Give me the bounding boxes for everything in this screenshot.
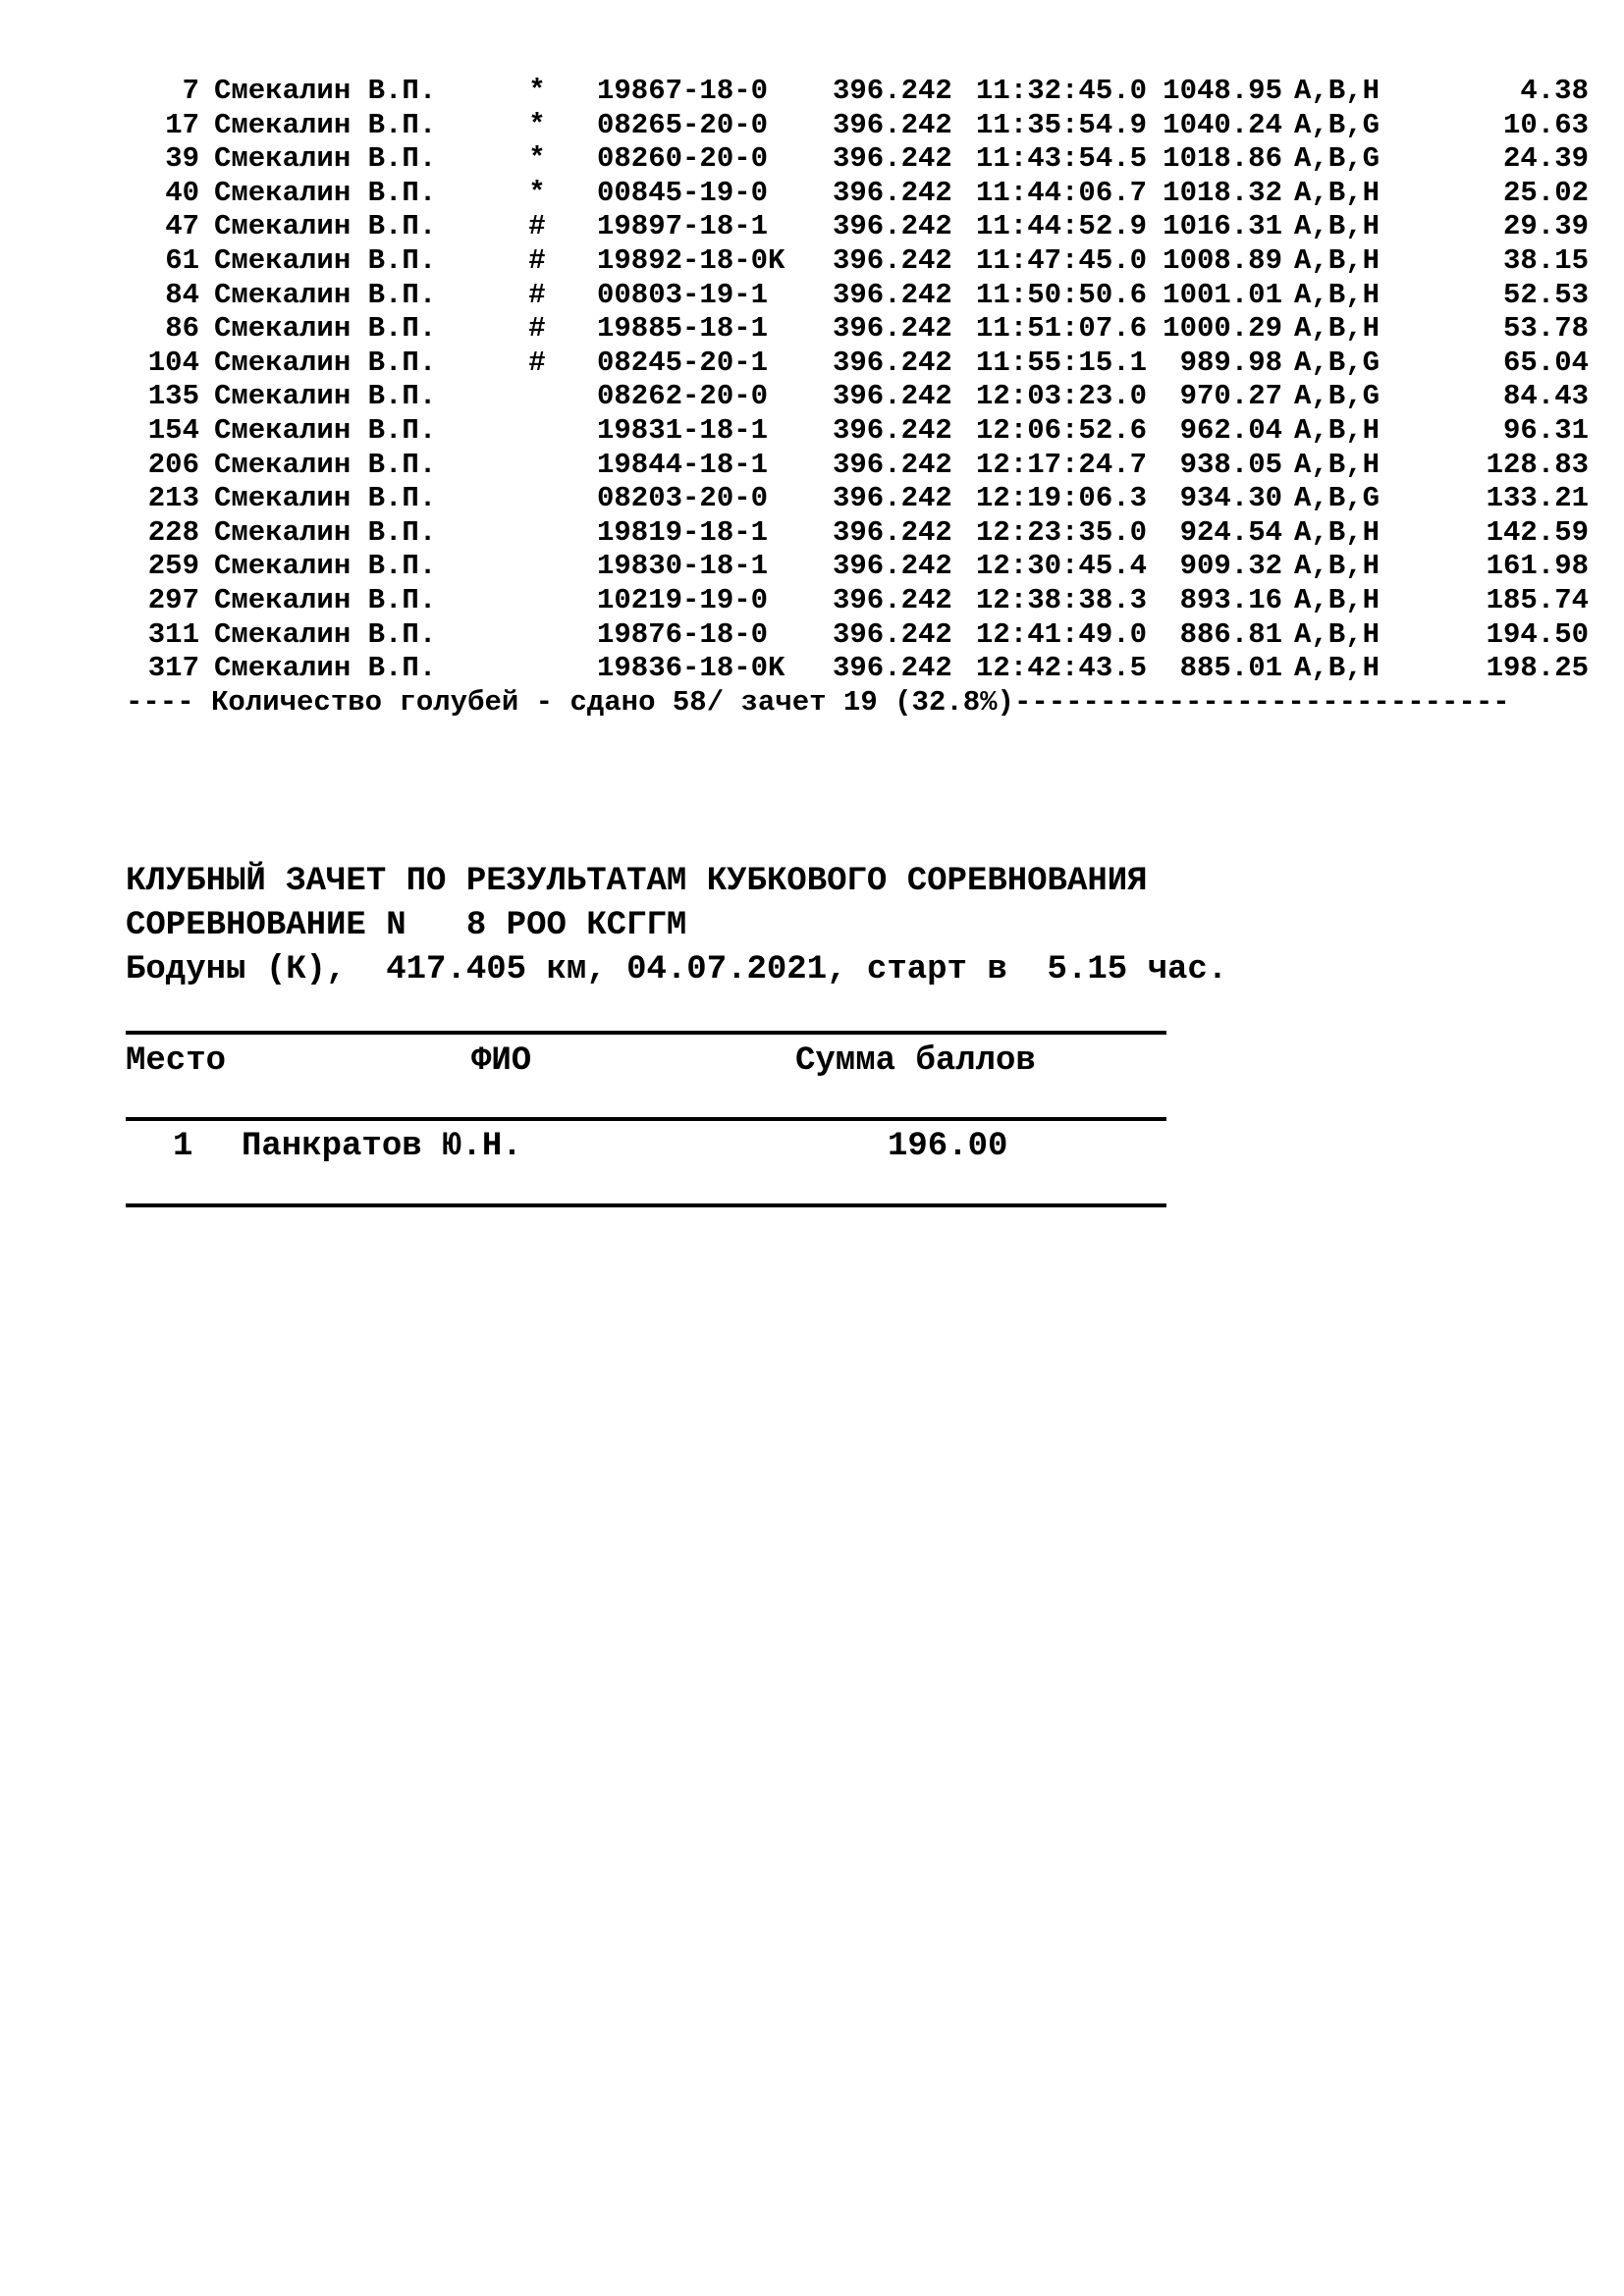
cell-name: Смекалин В.П. (214, 515, 437, 549)
cell-classes: A,B,H (1294, 75, 1380, 107)
cell-place: 206 (147, 448, 199, 481)
cell-name: Смекалин В.П. (214, 583, 437, 616)
cell-speed: 934.30 (1179, 482, 1282, 515)
table-row (126, 1121, 1166, 1203)
cell-time: 12:03:23.0 (976, 380, 1148, 413)
results-table (126, 75, 1598, 720)
cell-time: 12:23:35.0 (976, 515, 1148, 549)
cell-ring: 19836-18-0K (597, 652, 785, 685)
cell-distance: 396.242 (833, 652, 952, 685)
cell-classes: A,B,H (1294, 278, 1380, 311)
cell-speed: 962.04 (1179, 413, 1282, 447)
cell-classes: A,B,G (1294, 142, 1380, 176)
cell-speed: 909.32 (1179, 550, 1282, 583)
cell-classes: A,B,H (1294, 515, 1380, 549)
table-row (126, 244, 1598, 279)
table-header (126, 1035, 1166, 1117)
cell-distance: 396.242 (833, 515, 952, 549)
cell-distance: 396.242 (833, 583, 952, 616)
cell-speed: 886.81 (1179, 617, 1282, 651)
cell-distance: 396.242 (833, 312, 952, 346)
cell-speed: 970.27 (1179, 380, 1282, 413)
cell-place: 154 (147, 413, 199, 447)
cell-classes: A,B,G (1294, 482, 1380, 515)
club-standings-table (126, 1031, 1166, 1207)
cell-place: 40 (165, 176, 199, 209)
cell-mark: * (528, 142, 546, 176)
cell-name: Смекалин В.П. (214, 346, 437, 379)
cell-name: Смекалин В.П. (214, 550, 437, 583)
cell-place: 61 (165, 243, 199, 277)
cell-name: Смекалин В.П. (214, 243, 437, 277)
club-header (126, 860, 1227, 992)
cell-place: 39 (165, 142, 199, 176)
cell-name: Смекалин В.П. (214, 380, 437, 413)
cell-ring: 19885-18-1 (597, 312, 769, 346)
table-row (126, 210, 1598, 244)
cell-speed: 1040.24 (1163, 108, 1282, 141)
cell-speed: 1000.29 (1163, 312, 1282, 346)
cell-place: 297 (147, 583, 199, 616)
cell-speed: 1001.01 (1163, 278, 1282, 311)
cell-speed: 938.05 (1179, 448, 1282, 481)
cell-points: 4.38 (1520, 75, 1589, 107)
table-row (126, 347, 1598, 381)
cell-speed: 1048.95 (1163, 75, 1282, 107)
cell-name: Смекалин В.П. (214, 482, 437, 515)
cell-points: 133.21 (1486, 482, 1589, 515)
cell-points: 10.63 (1502, 108, 1589, 141)
cell-place: 86 (165, 312, 199, 346)
cell-time: 12:42:43.5 (976, 652, 1148, 685)
cell-name: Смекалин В.П. (214, 617, 437, 651)
cell-time: 11:43:54.5 (976, 142, 1148, 176)
cell-mark: * (528, 108, 546, 141)
table-row (126, 312, 1598, 347)
cell-ring: 08260-20-0 (597, 142, 769, 176)
cell-ring: 10219-19-0 (597, 583, 769, 616)
cell-time: 12:17:24.7 (976, 448, 1148, 481)
table-row (126, 414, 1598, 449)
cell-classes: A,B,G (1294, 346, 1380, 379)
cell-ring: 19831-18-1 (597, 413, 769, 447)
table-row (126, 584, 1598, 618)
cell-points: 96.31 (1502, 413, 1589, 447)
header-score: Сумма баллов (795, 1042, 1036, 1080)
cell-points: 84.43 (1502, 380, 1589, 413)
cell-speed: 1016.31 (1163, 210, 1282, 243)
cell-time: 11:44:06.7 (976, 176, 1148, 209)
cell-speed: 989.98 (1179, 346, 1282, 379)
cell-distance: 396.242 (833, 448, 952, 481)
cell-time: 12:19:06.3 (976, 482, 1148, 515)
cell-ring: 08265-20-0 (597, 108, 769, 141)
cell-time: 11:47:45.0 (976, 243, 1148, 277)
cell-classes: A,B,H (1294, 176, 1380, 209)
cell-points: 161.98 (1486, 550, 1589, 583)
cell-time: 11:35:54.9 (976, 108, 1148, 141)
cell-distance: 396.242 (833, 617, 952, 651)
cell-name: Смекалин В.П. (214, 278, 437, 311)
cell-classes: A,B,H (1294, 617, 1380, 651)
table-row (126, 142, 1598, 177)
cell-ring: 08245-20-1 (597, 346, 769, 379)
results-summary: ---- Количество голубей - сдано 58/ зачет 19 (32.8%)----------------------------- (126, 685, 1510, 719)
header-place: Место (126, 1042, 227, 1080)
cell-name: Смекалин В.П. (214, 210, 437, 243)
cell-place: 17 (165, 108, 199, 141)
cell-classes: A,B,H (1294, 448, 1380, 481)
cell-place: 47 (165, 210, 199, 243)
cell-points: 24.39 (1502, 142, 1589, 176)
cell-place: 84 (165, 278, 199, 311)
cell-time: 12:38:38.3 (976, 583, 1148, 616)
cell-mark: # (528, 243, 546, 277)
cell-distance: 396.242 (833, 210, 952, 243)
result-rows (126, 75, 1598, 686)
table-row (126, 109, 1598, 143)
cell-place: 259 (147, 550, 199, 583)
cell-time: 11:55:15.1 (976, 346, 1148, 379)
cell-points: 65.04 (1502, 346, 1589, 379)
cell-mark: * (528, 176, 546, 209)
table-row (126, 482, 1598, 516)
cell-mark: * (528, 75, 546, 107)
cell-points: 25.02 (1502, 176, 1589, 209)
club-rows (126, 1121, 1166, 1203)
cell-distance: 396.242 (833, 75, 952, 107)
cell-points: 142.59 (1486, 515, 1589, 549)
table-row (126, 652, 1598, 686)
cell-place: 104 (147, 346, 199, 379)
cell-place: 213 (147, 482, 199, 515)
cell-name: Смекалин В.П. (214, 142, 437, 176)
cell-distance: 396.242 (833, 108, 952, 141)
cell-classes: A,B,H (1294, 550, 1380, 583)
table-row (126, 449, 1598, 483)
cell-points: 38.15 (1502, 243, 1589, 277)
cell-mark: # (528, 278, 546, 311)
cell-place: 1 (173, 1128, 193, 1165)
cell-name: Смекалин В.П. (214, 448, 437, 481)
cell-speed: 885.01 (1179, 652, 1282, 685)
cell-ring: 19844-18-1 (597, 448, 769, 481)
cell-ring: 19876-18-0 (597, 617, 769, 651)
cell-points: 185.74 (1486, 583, 1589, 616)
cell-points: 29.39 (1502, 210, 1589, 243)
table-row (126, 177, 1598, 211)
table-row (126, 75, 1598, 109)
cell-time: 12:06:52.6 (976, 413, 1148, 447)
table-row (126, 550, 1598, 584)
cell-points: 52.53 (1502, 278, 1589, 311)
cell-name: Панкратов Ю.Н. (242, 1128, 522, 1165)
cell-time: 12:30:45.4 (976, 550, 1148, 583)
cell-place: 135 (147, 380, 199, 413)
cell-distance: 396.242 (833, 346, 952, 379)
cell-ring: 19830-18-1 (597, 550, 769, 583)
cell-time: 11:32:45.0 (976, 75, 1148, 107)
cell-place: 317 (147, 652, 199, 685)
cell-mark: # (528, 346, 546, 379)
cell-ring: 08262-20-0 (597, 380, 769, 413)
cell-speed: 1018.32 (1163, 176, 1282, 209)
cell-ring: 00845-19-0 (597, 176, 769, 209)
cell-points: 194.50 (1486, 617, 1589, 651)
cell-name: Смекалин В.П. (214, 652, 437, 685)
cell-distance: 396.242 (833, 176, 952, 209)
cell-distance: 396.242 (833, 278, 952, 311)
cell-name: Смекалин В.П. (214, 75, 437, 107)
cell-distance: 396.242 (833, 413, 952, 447)
cell-points: 198.25 (1486, 652, 1589, 685)
cell-place: 311 (147, 617, 199, 651)
table-row (126, 380, 1598, 414)
cell-ring: 19892-18-0K (597, 243, 785, 277)
cell-classes: A,B,H (1294, 210, 1380, 243)
cell-classes: A,B,G (1294, 108, 1380, 141)
cell-points: 53.78 (1502, 312, 1589, 346)
cell-name: Смекалин В.П. (214, 413, 437, 447)
cell-mark: # (528, 210, 546, 243)
competition-title: СОРЕВНОВАНИЕ N 8 РОО КСГГМ (126, 907, 687, 944)
cell-name: Смекалин В.П. (214, 176, 437, 209)
cell-ring: 19867-18-0 (597, 75, 769, 107)
cell-time: 11:44:52.9 (976, 210, 1148, 243)
table-row (126, 279, 1598, 313)
cell-score: 196.00 (888, 1128, 1008, 1165)
cell-distance: 396.242 (833, 550, 952, 583)
cell-ring: 08203-20-0 (597, 482, 769, 515)
cell-distance: 396.242 (833, 482, 952, 515)
club-title: КЛУБНЫЙ ЗАЧЕТ ПО РЕЗУЛЬТАТАМ КУБКОВОГО СОРЕВНОВАНИЯ (126, 863, 1148, 900)
cell-classes: A,B,H (1294, 652, 1380, 685)
cell-distance: 396.242 (833, 243, 952, 277)
cell-ring: 00803-19-1 (597, 278, 769, 311)
cell-points: 128.83 (1486, 448, 1589, 481)
cell-time: 11:50:50.6 (976, 278, 1148, 311)
race-info: Бодуны (К), 417.405 км, 04.07.2021, старт в 5.15 час. (126, 951, 1228, 988)
cell-name: Смекалин В.П. (214, 108, 437, 141)
cell-classes: A,B,H (1294, 243, 1380, 277)
header-name: ФИО (471, 1042, 532, 1080)
cell-ring: 19897-18-1 (597, 210, 769, 243)
cell-speed: 1008.89 (1163, 243, 1282, 277)
cell-place: 7 (182, 75, 199, 107)
cell-classes: A,B,H (1294, 312, 1380, 346)
table-rule-bottom (126, 1203, 1166, 1207)
cell-distance: 396.242 (833, 142, 952, 176)
table-row (126, 516, 1598, 551)
cell-time: 11:51:07.6 (976, 312, 1148, 346)
cell-classes: A,B,G (1294, 380, 1380, 413)
cell-classes: A,B,H (1294, 583, 1380, 616)
cell-distance: 396.242 (833, 380, 952, 413)
cell-speed: 893.16 (1179, 583, 1282, 616)
cell-time: 12:41:49.0 (976, 617, 1148, 651)
cell-ring: 19819-18-1 (597, 515, 769, 549)
cell-speed: 924.54 (1179, 515, 1282, 549)
table-row (126, 618, 1598, 653)
cell-name: Смекалин В.П. (214, 312, 437, 346)
cell-mark: # (528, 312, 546, 346)
cell-classes: A,B,H (1294, 413, 1380, 447)
cell-place: 228 (147, 515, 199, 549)
cell-speed: 1018.86 (1163, 142, 1282, 176)
